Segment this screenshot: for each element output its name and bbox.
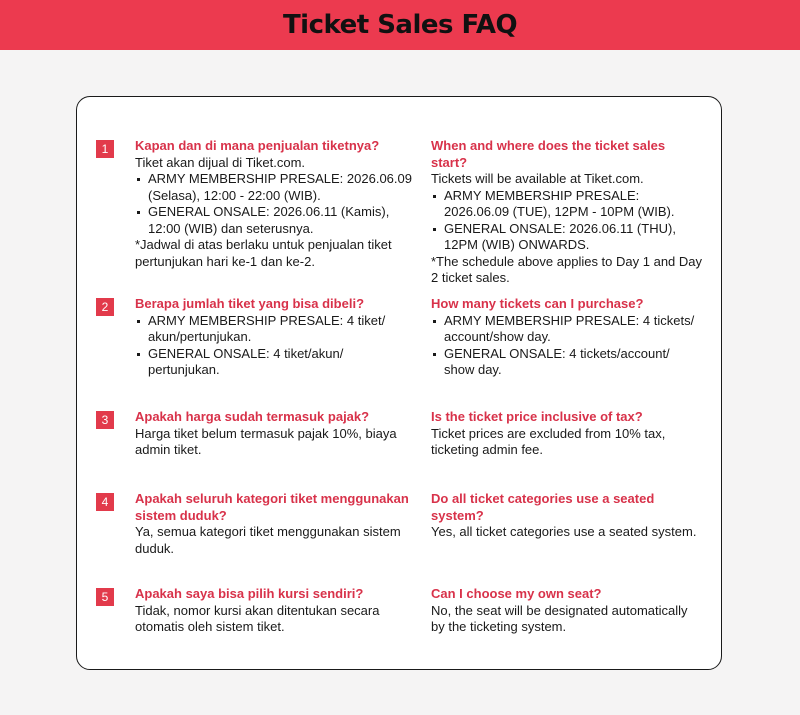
faq-english-column [431, 296, 703, 379]
faq-indonesian-column [135, 491, 417, 557]
faq-answer: Harga tiket belum termasuk pajak 10%, biaya admin tiket. [135, 425, 397, 457]
faq-question: When and where does the ticket sales start? [431, 138, 666, 170]
faq-number-badge: 2 [96, 298, 114, 316]
faq-english-column [431, 491, 703, 541]
faq-bullet-list [431, 313, 703, 379]
faq-number-badge: 5 [96, 588, 114, 606]
faq-english-column [431, 138, 703, 287]
faq-note: *The schedule above applies to Day 1 and Day 2 ticket sales. [431, 253, 703, 285]
faq-bullet: GENERAL ONSALE: 2026.06.11 (Kamis), 12:00 (WIB) dan seterusnya. [148, 204, 417, 237]
faq-card [76, 96, 722, 670]
faq-answer: No, the seat will be designated automatically by the ticketing system. [431, 602, 688, 634]
faq-question: Can I choose my own seat? [431, 586, 602, 601]
faq-bullet: GENERAL ONSALE: 2026.06.11 (THU), 12PM (WIB) ONWARDS. [444, 221, 703, 254]
faq-bullet: ARMY MEMBERSHIP PRESALE: 4 tiket/ akun/pertunjukan. [148, 313, 417, 346]
faq-bullet-list [135, 171, 417, 237]
faq-english-column [431, 409, 703, 459]
faq-question: Berapa jumlah tiket yang bisa dibeli? [135, 296, 365, 311]
faq-bullet: GENERAL ONSALE: 4 tiket/akun/ pertunjukan. [148, 346, 417, 379]
page-title: Ticket Sales FAQ [282, 10, 518, 40]
faq-answer: Tiket akan dijual di Tiket.com. [135, 154, 306, 170]
faq-answer: Ticket prices are excluded from 10% tax, ticketing admin fee. [431, 425, 666, 457]
faq-bullet-list [135, 313, 417, 379]
faq-bullet: GENERAL ONSALE: 4 tickets/account/ show day. [444, 346, 703, 379]
faq-answer: Ya, semua kategori tiket menggunakan sistem duduk. [135, 524, 401, 556]
faq-bullet-list [431, 188, 703, 254]
faq-number-badge: 1 [96, 140, 114, 158]
faq-answer: Tickets will be available at Tiket.com. [431, 171, 644, 186]
faq-bullet: ARMY MEMBERSHIP PRESALE: 4 tickets/ account/show day. [444, 313, 703, 346]
faq-bullet: ARMY MEMBERSHIP PRESALE: 2026.06.09 (TUE), 12PM - 10PM (WIB). [444, 188, 703, 221]
faq-note: *Jadwal di atas berlaku untuk penjualan tiket pertunjukan hari ke-1 dan ke-2. [135, 237, 392, 269]
faq-indonesian-column [135, 138, 417, 270]
faq-number-badge: 4 [96, 493, 114, 511]
faq-question: Apakah seluruh kategori tiket menggunakan sistem duduk? [135, 491, 409, 523]
title-banner [0, 0, 800, 50]
faq-indonesian-column [135, 409, 417, 459]
faq-question: Apakah saya bisa pilih kursi sendiri? [135, 586, 364, 601]
faq-english-column [431, 586, 703, 636]
faq-indonesian-column [135, 296, 417, 379]
faq-question: Is the ticket price inclusive of tax? [431, 409, 643, 424]
faq-question: Kapan dan di mana penjualan tiketnya? [135, 138, 380, 153]
faq-question: Apakah harga sudah termasuk pajak? [135, 409, 370, 424]
faq-indonesian-column [135, 586, 417, 636]
faq-question: Do all ticket categories use a seated system? [431, 491, 655, 523]
faq-answer: Tidak, nomor kursi akan ditentukan secara otomatis oleh sistem tiket. [135, 602, 380, 634]
faq-bullet: ARMY MEMBERSHIP PRESALE: 2026.06.09 (Selasa), 12:00 - 22:00 (WIB). [148, 171, 417, 204]
faq-number-badge: 3 [96, 411, 114, 429]
faq-question: How many tickets can I purchase? [431, 296, 644, 311]
faq-answer: Yes, all ticket categories use a seated system. [431, 524, 697, 539]
